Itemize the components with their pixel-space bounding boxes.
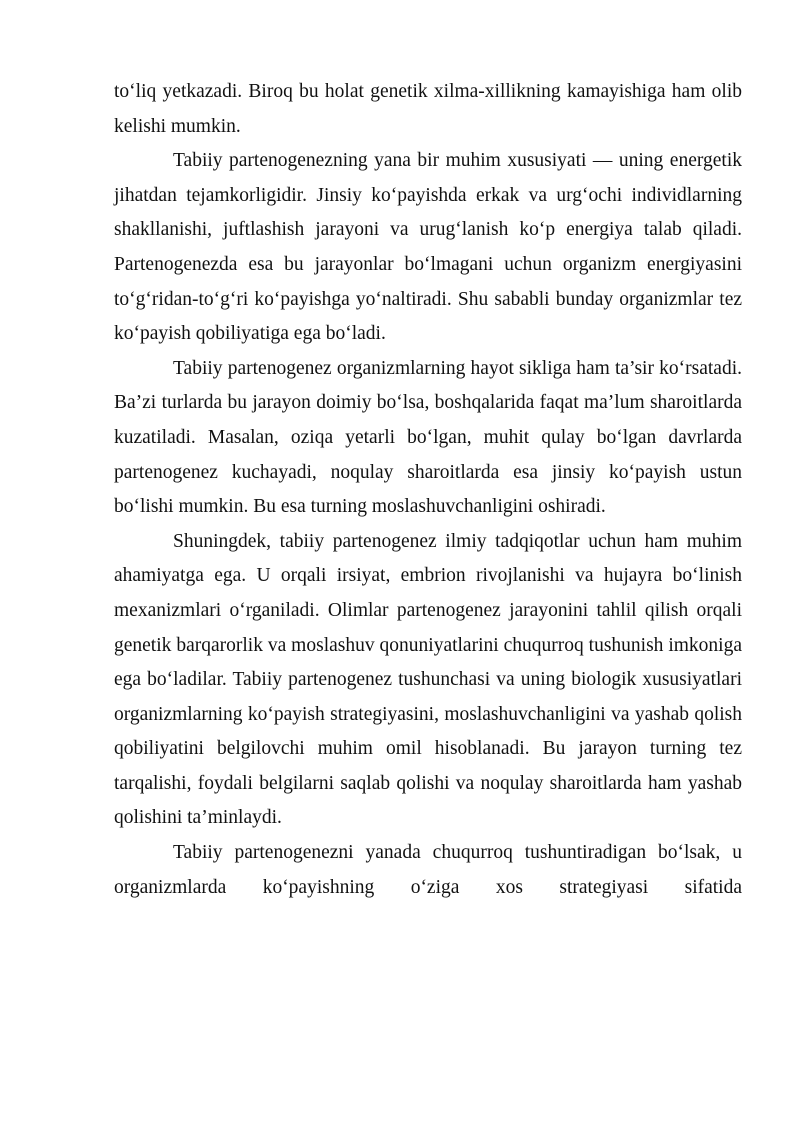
body-text <box>114 75 742 905</box>
paragraph-continuation: to‘liq yetkazadi. Biroq bu holat genetik xilma-xillikning kamayishiga ham olib kelishi mumkin. <box>114 81 742 137</box>
paragraph-life-cycle: Tabiiy partenogenez organizmlarning hayot sikliga ham ta’sir ko‘rsatadi. Ba’zi turlarda bu jarayon doimiy bo‘lsa, boshqalarida faqat ma’lum sharoitlarda kuzatiladi. Masalan, oziqa yetarli bo‘lgan, muhit qulay bo‘lgan davrlarda partenogenez kuchayadi, noqulay sharoitlarda esa jinsiy ko‘payish ustun bo‘lishi mumkin. Bu esa turning moslashuvchanligini oshiradi. <box>114 357 742 518</box>
paragraph-energy-efficiency: Tabiiy partenogenezning yana bir muhim xususiyati — uning energetik jihatdan tejamkorligidir. Jinsiy ko‘payishda erkak va urg‘ochi individlarning shakllanishi, juftlashish jarayoni va urug‘lanish ko‘p energiya talab qiladi. Partenogenezda esa bu jarayonlar bo‘lmagani uchun organizm energiyasini to‘g‘ridan-to‘g‘ri ko‘payishga yo‘naltiradi. Shu sababli bunday organizmlar tez ko‘payish qobiliyatiga ega bo‘ladi. <box>114 150 742 345</box>
paragraph-strategy: Tabiiy partenogenezni yanada chuqurroq tushuntiradigan bo‘lsak, u organizmlarda ko‘payishning o‘ziga xos strategiyasi sifatida <box>114 842 742 898</box>
paragraph-scientific-importance: Shuningdek, tabiiy partenogenez ilmiy tadqiqotlar uchun ham muhim ahamiyatga ega. U orqali irsiyat, embrion rivojlanishi va hujayra bo‘linish mexanizmlari o‘rganiladi. Olimlar partenogenez jarayonini tahlil qilish orqali genetik barqarorlik va moslashuv qonuniyatlarini chuqurroq tushunish imkoniga ega bo‘ladilar. Tabiiy partenogenez tushunchasi va uning biologik xususiyatlari organizmlarning ko‘payish strategiyasini, moslashuvchanligini va yashab qolish qobiliyatini belgilovchi muhim omil hisoblanadi. Bu jarayon turning tez tarqalishi, foydali belgilarni saqlab qolishi va noqulay sharoitlarda ham yashab qolishini ta’minlaydi. <box>114 530 742 829</box>
